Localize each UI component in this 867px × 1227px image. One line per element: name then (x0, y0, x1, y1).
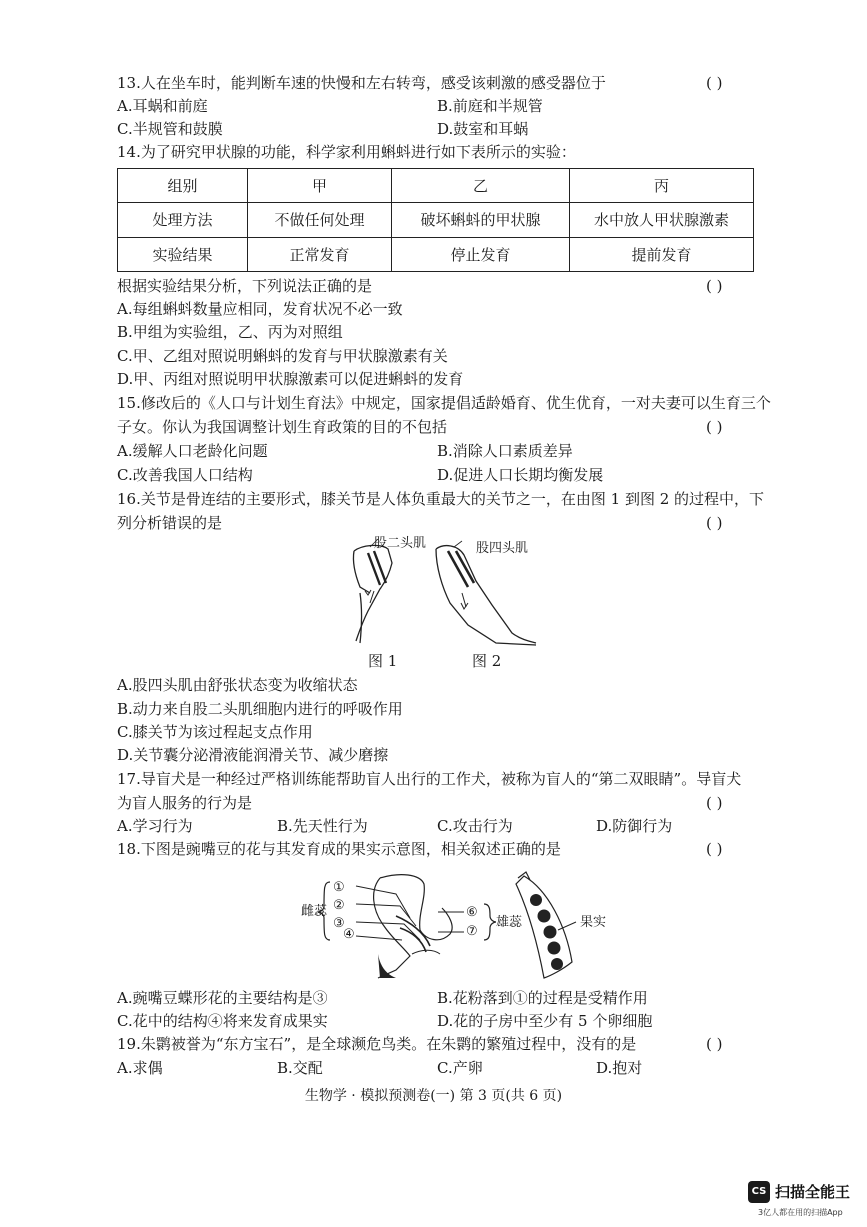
q14-option-d: D.甲、丙组对照说明甲状腺激素可以促进蝌蚪的发育 (117, 370, 464, 388)
table-cell: 水中放人甲状腺激素 (570, 203, 754, 237)
q18-option-b: B.花粉落到①的过程是受精作用 (437, 989, 648, 1007)
q14-answer-paren: ( ) (706, 277, 723, 295)
watermark-app-name: 扫描全能王 (775, 1183, 851, 1201)
flower-part-6: ⑥ (466, 905, 478, 920)
q14-option-c: C.甲、乙组对照说明蝌蚪的发育与甲状腺激素有关 (117, 347, 448, 365)
flower-part-7: ⑦ (466, 924, 478, 939)
q19-option-a: A.求偶 (117, 1059, 163, 1077)
q16-answer-paren: ( ) (706, 514, 723, 532)
flower-part-3: ③ (333, 916, 345, 931)
table-cell: 提前发育 (570, 237, 754, 271)
q13-option-a: A.耳蜗和前庭 (117, 97, 208, 115)
table-row (118, 169, 754, 203)
q19-option-b: B.交配 (277, 1059, 323, 1077)
table-cell: 组别 (118, 169, 248, 203)
q19-option-c: C.产卵 (437, 1059, 483, 1077)
q16-option-b: B.动力来自股二头肌细胞内进行的呼吸作用 (117, 700, 403, 718)
pea-pod-drawing (516, 872, 576, 978)
q18-option-d: D.花的子房中至少有 5 个卵细胞 (437, 1012, 653, 1030)
q14-stem: 14.为了研究甲状腺的功能，科学家利用蝌蚪进行如下表所示的实验： (117, 143, 576, 161)
label-fruit: 果实 (580, 915, 607, 930)
q16-stem-line2: 列分析错误的是 (117, 514, 223, 532)
q17-option-b: B.先天性行为 (277, 817, 368, 835)
flower-part-2: ② (333, 898, 345, 913)
q17-stem-line1: 17.导盲犬是一种经过严格训练能帮助盲人出行的工作犬，被称为盲人的“第二双眼睛”。导盲犬 (117, 770, 742, 788)
q14-question: 根据实验结果分析，下列说法正确的是 (117, 277, 373, 295)
q14-option-a: A.每组蝌蚪数量应相同，发育状况不必一致 (117, 300, 403, 318)
flower-drawing (356, 875, 464, 978)
table-cell: 停止发育 (392, 237, 570, 271)
table-cell: 破坏蝌蚪的甲状腺 (392, 203, 570, 237)
q16-stem-line1: 16.关节是骨连结的主要形式，膝关节是人体负重最大的关节之一，在由图 1 到图 2 的过程中，下 (117, 490, 765, 508)
table-cell: 乙 (392, 169, 570, 203)
flower-part-4: ④ (343, 927, 355, 942)
table-cell: 正常发育 (248, 237, 392, 271)
flower-part-1: ① (333, 880, 345, 895)
straight-leg-drawing (436, 546, 536, 645)
figure-1-caption: 图 1 (368, 652, 398, 670)
q17-stem-line2: 为盲人服务的行为是 (117, 794, 253, 812)
q18-option-a: A.豌嘴豆蝶形花的主要结构是③ (117, 989, 328, 1007)
q15-option-d: D.促进人口长期均衡发展 (437, 466, 604, 484)
q14-option-b: B.甲组为实验组，乙、丙为对照组 (117, 323, 343, 341)
q13-answer-paren: ( ) (706, 74, 723, 92)
q15-stem-line1: 15.修改后的《人口与计划生育法》中规定，国家提倡适龄婚育、优生优育，一对夫妻可以生育三个 (117, 394, 771, 412)
q18-stem: 18.下图是豌嘴豆的花与其发育成的果实示意图，相关叙述正确的是 (117, 840, 561, 858)
table-cell: 处理方法 (118, 203, 248, 237)
q18-option-c: C.花中的结构④将来发育成果实 (117, 1012, 328, 1030)
figure-2-caption: 图 2 (472, 652, 502, 670)
q15-option-b: B.消除人口素质差异 (437, 442, 573, 460)
page-footer: 生物学 · 模拟预测卷(一) 第 3 页(共 6 页) (304, 1088, 563, 1104)
q16-option-d: D.关节囊分泌滑液能润滑关节、减少磨擦 (117, 746, 389, 764)
q17-option-c: C.攻击行为 (437, 817, 513, 835)
q15-stem-line2: 子女。你认为我国调整计划生育政策的目的不包括 (117, 418, 448, 436)
q19-answer-paren: ( ) (706, 1035, 723, 1053)
label-pistil: 雌蕊 (301, 904, 328, 919)
q13-stem: 13.人在坐车时，能判断车速的快慢和左右转弯，感受该刺激的感受器位于 (117, 74, 606, 92)
table-row (118, 203, 754, 237)
table-cell: 丙 (570, 169, 754, 203)
camscanner-logo-icon: CS (748, 1181, 770, 1203)
q17-option-a: A.学习行为 (117, 817, 193, 835)
q17-option-d: D.防御行为 (596, 817, 673, 835)
q15-answer-paren: ( ) (706, 418, 723, 436)
table-cell: 不做任何处理 (248, 203, 392, 237)
label-quadriceps: 股四头肌 (476, 541, 529, 556)
q13-option-b: B.前庭和半规管 (437, 97, 543, 115)
table-cell: 实验结果 (118, 237, 248, 271)
q13-option-d: D.鼓室和耳蜗 (437, 120, 529, 138)
bent-leg-drawing (353, 545, 392, 643)
label-biceps-femoris: 股二头肌 (374, 536, 427, 551)
q15-option-a: A.缓解人口老龄化问题 (117, 442, 268, 460)
watermark-tagline: 3亿人都在用的扫描App (758, 1208, 843, 1217)
label-stamen: 雄蕊 (496, 915, 523, 930)
q19-option-d: D.抱对 (596, 1059, 643, 1077)
q14-experiment-table (117, 168, 754, 272)
q15-option-c: C.改善我国人口结构 (117, 466, 253, 484)
q18-answer-paren: ( ) (706, 840, 723, 858)
q13-option-c: C.半规管和鼓膜 (117, 120, 223, 138)
q19-stem: 19.朱鹮被誉为“东方宝石”，是全球濒危鸟类。在朱鹮的繁殖过程中，没有的是 (117, 1035, 637, 1053)
q17-answer-paren: ( ) (706, 794, 723, 812)
q16-option-c: C.膝关节为该过程起支点作用 (117, 723, 313, 741)
table-cell: 甲 (248, 169, 392, 203)
table-row (118, 237, 754, 271)
q16-option-a: A.股四头肌由舒张状态变为收缩状态 (117, 676, 358, 694)
